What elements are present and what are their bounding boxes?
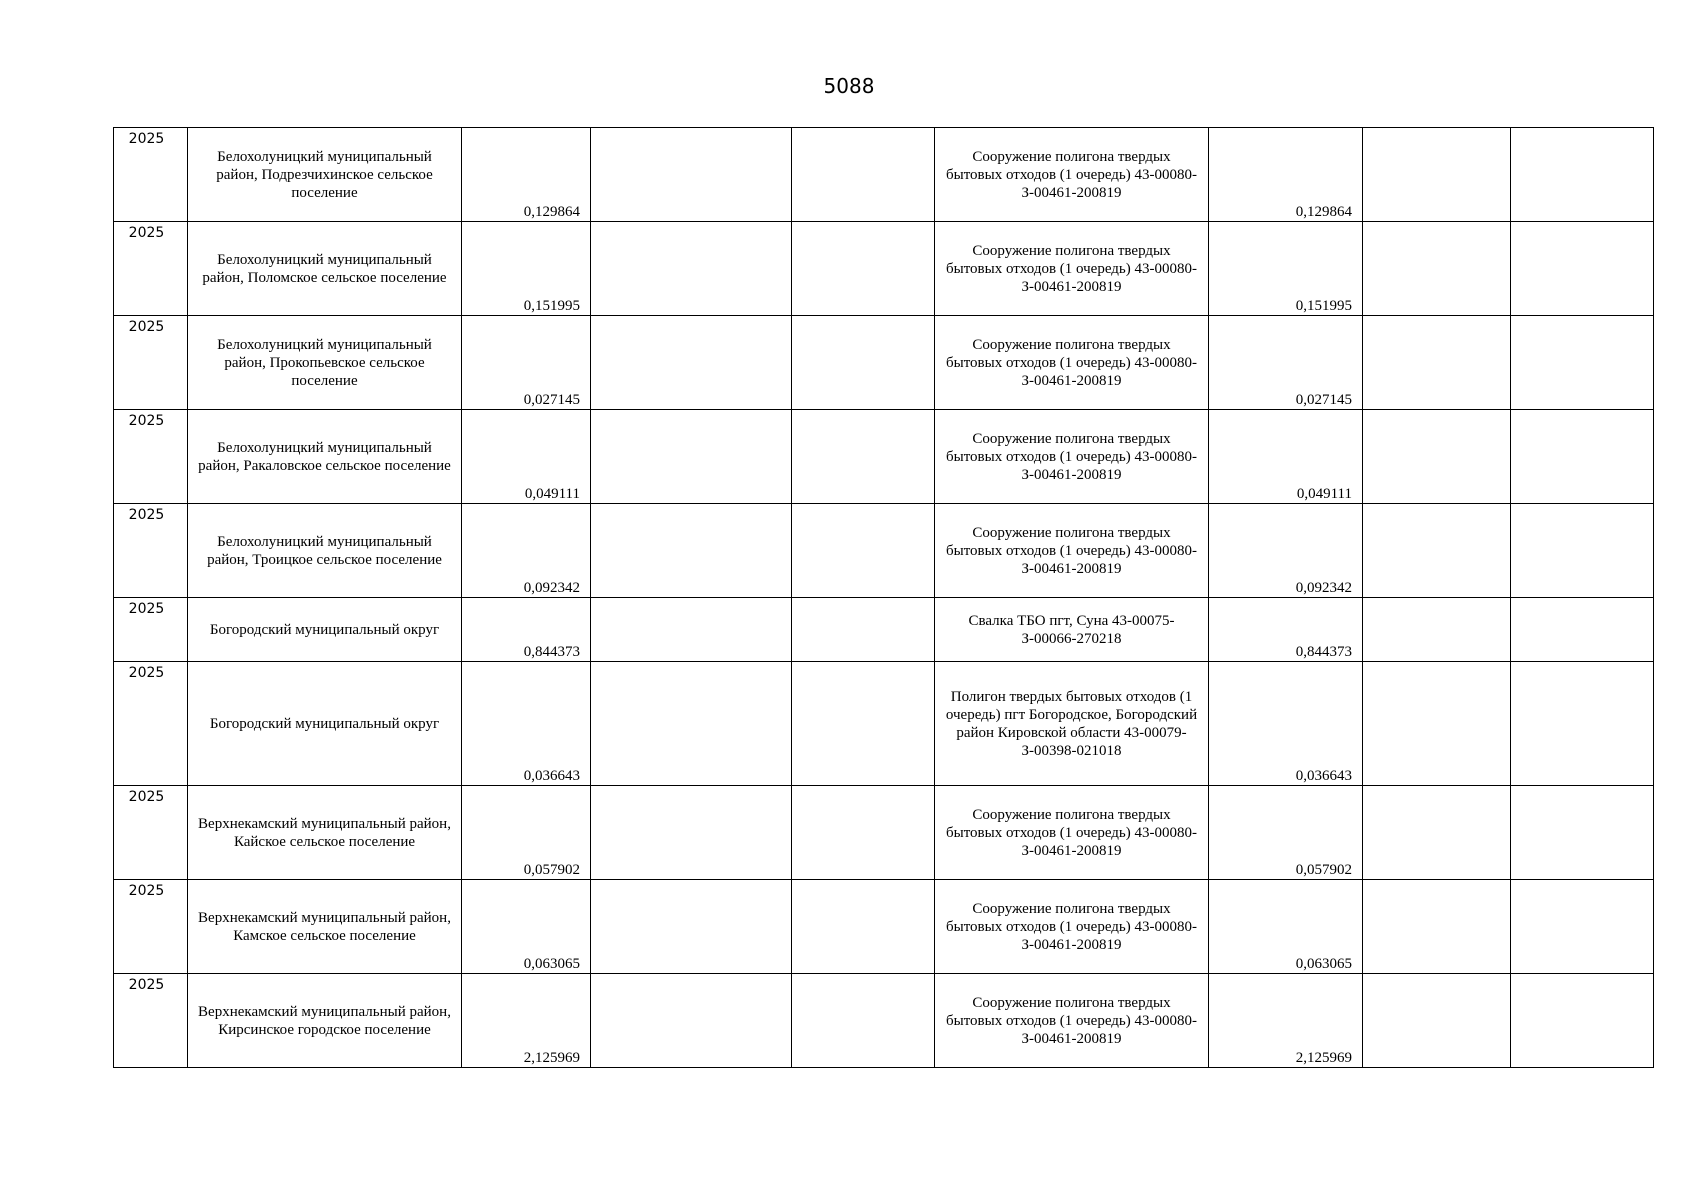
value-cell: 0,844373 (462, 598, 591, 662)
empty-cell (1511, 598, 1654, 662)
table-row (114, 222, 1654, 316)
facility-value-cell: 0,151995 (1209, 222, 1363, 316)
empty-cell (792, 410, 935, 504)
facility-cell: Сооружение полигона твердых бытовых отходов (1 очередь) 43-00080-З-00461-200819 (935, 316, 1209, 410)
value-cell: 0,057902 (462, 786, 591, 880)
municipality-cell: Верхнекамский муниципальный район, Кайское сельское поселение (188, 786, 462, 880)
year-cell: 2025 (114, 128, 188, 222)
empty-cell (792, 662, 935, 786)
empty-cell (792, 974, 935, 1068)
empty-cell (1511, 662, 1654, 786)
facility-cell: Сооружение полигона твердых бытовых отходов (1 очередь) 43-00080-З-00461-200819 (935, 222, 1209, 316)
table-row (114, 316, 1654, 410)
value-cell: 0,036643 (462, 662, 591, 786)
value-cell: 0,092342 (462, 504, 591, 598)
year-cell: 2025 (114, 504, 188, 598)
empty-cell (591, 662, 792, 786)
empty-cell (792, 504, 935, 598)
year-cell: 2025 (114, 786, 188, 880)
value-cell: 2,125969 (462, 974, 591, 1068)
facility-cell: Свалка ТБО пгт, Суна 43-00075-З-00066-270218 (935, 598, 1209, 662)
municipality-cell: Богородский муниципальный округ (188, 662, 462, 786)
empty-cell (591, 410, 792, 504)
facility-value-cell: 2,125969 (1209, 974, 1363, 1068)
empty-cell (1363, 410, 1511, 504)
empty-cell (1363, 974, 1511, 1068)
facility-value-cell: 0,049111 (1209, 410, 1363, 504)
empty-cell (591, 974, 792, 1068)
value-cell: 0,063065 (462, 880, 591, 974)
facility-cell: Сооружение полигона твердых бытовых отходов (1 очередь) 43-00080-З-00461-200819 (935, 504, 1209, 598)
empty-cell (1363, 662, 1511, 786)
municipality-cell: Белохолуницкий муниципальный район, Прокопьевское сельское поселение (188, 316, 462, 410)
facility-value-cell: 0,036643 (1209, 662, 1363, 786)
empty-cell (1511, 222, 1654, 316)
table-row (114, 598, 1654, 662)
empty-cell (792, 222, 935, 316)
facility-cell: Полигон твердых бытовых отходов (1 очередь) пгт Богородское, Богородский район Кировской области 43-00079-З-00398-021018 (935, 662, 1209, 786)
municipality-cell: Белохолуницкий муниципальный район, Троицкое сельское поселение (188, 504, 462, 598)
facility-cell: Сооружение полигона твердых бытовых отходов (1 очередь) 43-00080-З-00461-200819 (935, 410, 1209, 504)
facility-cell: Сооружение полигона твердых бытовых отходов (1 очередь) 43-00080-З-00461-200819 (935, 880, 1209, 974)
facility-value-cell: 0,092342 (1209, 504, 1363, 598)
municipality-cell: Белохолуницкий муниципальный район, Поломское сельское поселение (188, 222, 462, 316)
year-cell: 2025 (114, 662, 188, 786)
empty-cell (1511, 128, 1654, 222)
year-cell: 2025 (114, 410, 188, 504)
year-cell: 2025 (114, 316, 188, 410)
facility-cell: Сооружение полигона твердых бытовых отходов (1 очередь) 43-00080-З-00461-200819 (935, 786, 1209, 880)
empty-cell (1511, 880, 1654, 974)
year-cell: 2025 (114, 598, 188, 662)
empty-cell (1363, 880, 1511, 974)
value-cell: 0,049111 (462, 410, 591, 504)
facility-value-cell: 0,057902 (1209, 786, 1363, 880)
municipality-cell: Верхнекамский муниципальный район, Камское сельское поселение (188, 880, 462, 974)
empty-cell (1363, 222, 1511, 316)
empty-cell (591, 128, 792, 222)
table-row (114, 504, 1654, 598)
empty-cell (1511, 410, 1654, 504)
waste-allocation-table (113, 127, 1654, 1068)
municipality-cell: Богородский муниципальный округ (188, 598, 462, 662)
page-number: 5088 (823, 74, 875, 98)
facility-value-cell: 0,129864 (1209, 128, 1363, 222)
facility-cell: Сооружение полигона твердых бытовых отходов (1 очередь) 43-00080-З-00461-200819 (935, 974, 1209, 1068)
empty-cell (591, 222, 792, 316)
empty-cell (792, 316, 935, 410)
facility-value-cell: 0,027145 (1209, 316, 1363, 410)
year-cell: 2025 (114, 880, 188, 974)
municipality-cell: Верхнекамский муниципальный район, Кирсинское городское поселение (188, 974, 462, 1068)
table-row (114, 662, 1654, 786)
empty-cell (1363, 128, 1511, 222)
facility-cell: Сооружение полигона твердых бытовых отходов (1 очередь) 43-00080-З-00461-200819 (935, 128, 1209, 222)
year-cell: 2025 (114, 222, 188, 316)
empty-cell (1511, 316, 1654, 410)
table-row (114, 974, 1654, 1068)
year-cell: 2025 (114, 974, 188, 1068)
table-row (114, 410, 1654, 504)
empty-cell (1511, 974, 1654, 1068)
value-cell: 0,129864 (462, 128, 591, 222)
empty-cell (591, 598, 792, 662)
value-cell: 0,027145 (462, 316, 591, 410)
table-row (114, 786, 1654, 880)
empty-cell (591, 316, 792, 410)
empty-cell (591, 880, 792, 974)
table-row (114, 128, 1654, 222)
municipality-cell: Белохолуницкий муниципальный район, Ракаловское сельское поселение (188, 410, 462, 504)
municipality-cell: Белохолуницкий муниципальный район, Подрезчихинское сельское поселение (188, 128, 462, 222)
empty-cell (591, 786, 792, 880)
facility-value-cell: 0,844373 (1209, 598, 1363, 662)
empty-cell (591, 504, 792, 598)
empty-cell (1363, 598, 1511, 662)
empty-cell (1511, 504, 1654, 598)
empty-cell (792, 786, 935, 880)
empty-cell (792, 880, 935, 974)
empty-cell (1511, 786, 1654, 880)
empty-cell (792, 128, 935, 222)
facility-value-cell: 0,063065 (1209, 880, 1363, 974)
empty-cell (1363, 786, 1511, 880)
empty-cell (1363, 316, 1511, 410)
empty-cell (792, 598, 935, 662)
value-cell: 0,151995 (462, 222, 591, 316)
empty-cell (1363, 504, 1511, 598)
table-row (114, 880, 1654, 974)
